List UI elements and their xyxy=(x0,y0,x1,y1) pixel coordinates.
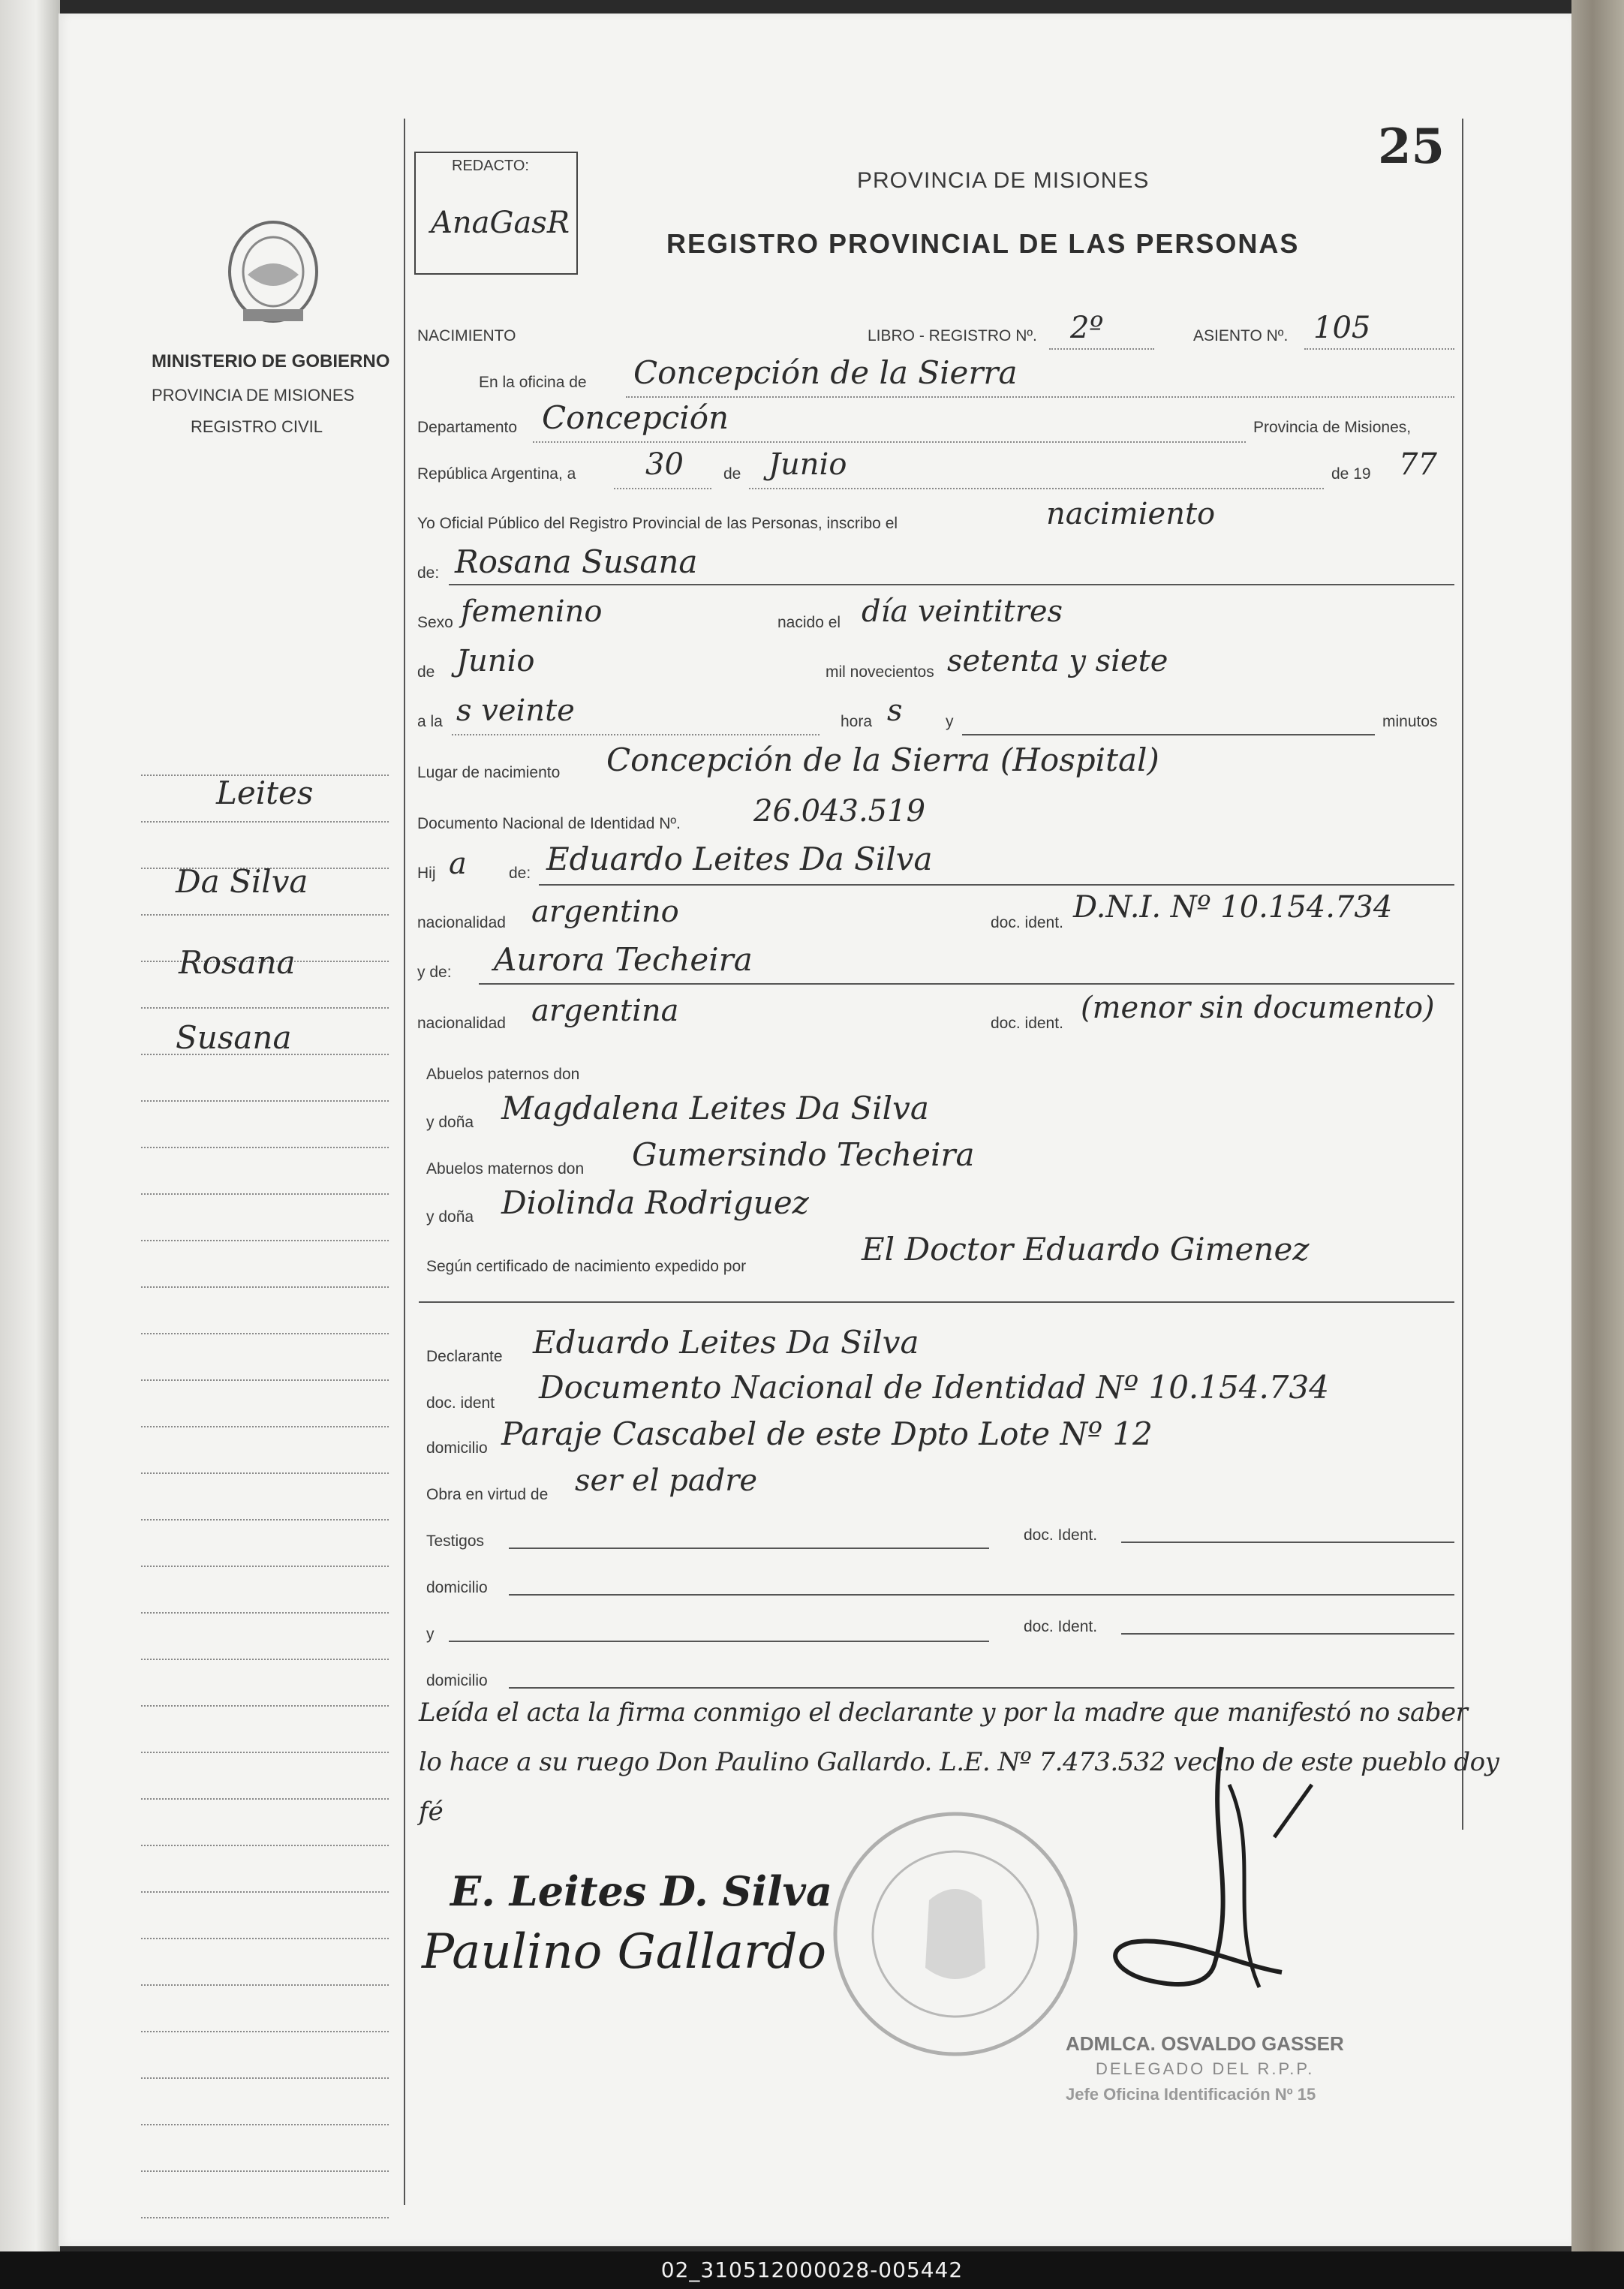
docid2-value: (menor sin documento) xyxy=(1081,991,1435,1025)
dni-label: Documento Nacional de Identidad Nº. xyxy=(417,815,681,832)
madre-value: Aurora Techeira xyxy=(494,941,753,978)
domicilio-t2-line xyxy=(509,1687,1454,1689)
libro-label: LIBRO - REGISTRO Nº. xyxy=(868,327,1037,344)
nombre-line xyxy=(449,584,1454,585)
lugar-value: Concepción de la Sierra (Hospital) xyxy=(606,741,1159,778)
oficina-label: En la oficina de xyxy=(479,374,587,391)
official-role: DELEGADO DEL R.P.P. xyxy=(1096,2059,1315,2078)
de2-label: de xyxy=(417,663,435,681)
margin-rule-line xyxy=(141,914,389,916)
padre-value: Eduardo Leites Da Silva xyxy=(546,841,933,877)
margin-name-4: Susana xyxy=(176,1019,292,1056)
nacimiento-label: NACIMIENTO xyxy=(417,327,516,344)
libro-value: 2º xyxy=(1070,311,1104,345)
nac2-value: argentina xyxy=(531,994,679,1028)
docid1-label: doc. ident. xyxy=(991,914,1063,931)
nac1-value: argentino xyxy=(531,895,679,929)
y-label: y xyxy=(946,713,954,730)
margin-rule-line xyxy=(141,1705,389,1707)
nac1-label: nacionalidad xyxy=(417,914,506,931)
oficina-line xyxy=(626,396,1454,398)
form-right-border xyxy=(1462,119,1463,1830)
official-office: Jefe Oficina Identificación Nº 15 xyxy=(1066,2085,1316,2104)
provincia-label: Provincia de Misiones, xyxy=(1253,419,1412,436)
margin-name-2: Da Silva xyxy=(176,863,308,900)
segun-label: Según certificado de nacimiento expedido por xyxy=(426,1258,747,1275)
margin-rule-line xyxy=(141,1100,389,1102)
margin-rule-line xyxy=(141,1240,389,1241)
ministry-province: PROVINCIA DE MISIONES xyxy=(152,386,355,405)
hij-de-label: de: xyxy=(509,865,531,882)
margin-rule-line xyxy=(141,821,389,823)
departamento-value: Concepción xyxy=(542,399,729,436)
abuelos-mat-label: Abuelos maternos don xyxy=(426,1160,585,1178)
testigos-label: Testigos xyxy=(426,1533,485,1550)
government-seal-icon xyxy=(218,215,329,333)
madre-line xyxy=(479,983,1454,985)
mes-line xyxy=(749,488,1324,489)
domicilio-t1-line xyxy=(509,1594,1454,1596)
doc-ident-value: Documento Nacional de Identidad Nº 10.154.734 xyxy=(539,1369,1329,1406)
margin-rule-line xyxy=(141,2170,389,2172)
anio-value: 77 xyxy=(1399,447,1437,482)
asiento-label: ASIENTO Nº. xyxy=(1193,327,1289,344)
observaciones-line-1: Leída el acta la firma conmigo el declarante y por la madre que manifestó no saber xyxy=(419,1698,1468,1728)
margin-rule-line xyxy=(141,1891,389,1893)
testigo2-line xyxy=(449,1641,989,1642)
margin-rule-line xyxy=(141,2077,389,2079)
margin-rule-line xyxy=(141,1426,389,1427)
doc-ident-label: doc. ident xyxy=(426,1394,495,1412)
y-t-label: y xyxy=(426,1626,435,1643)
margin-rule-line xyxy=(141,1333,389,1334)
margin-rule-line xyxy=(141,1379,389,1381)
official-name: ADMLCA. OSVALDO GASSER xyxy=(1066,2032,1344,2055)
registry-title: REGISTRO PROVINCIAL DE LAS PERSONAS xyxy=(666,228,1300,259)
docid1-value: D.N.I. Nº 10.154.734 xyxy=(1073,890,1393,925)
margin-rule-line xyxy=(141,1659,389,1660)
footer-bar xyxy=(0,2251,1624,2289)
nombre-value: Rosana Susana xyxy=(455,543,698,580)
abuela-mat-value: Diolinda Rodriguez xyxy=(501,1184,809,1221)
padre-line xyxy=(539,884,1454,886)
hij-label: Hij xyxy=(417,865,436,882)
observaciones-line-3: fé xyxy=(419,1797,444,1827)
de-nombre-label: de: xyxy=(417,564,440,582)
minutos-label: minutos xyxy=(1382,713,1438,730)
domicilio-t1-label: domicilio xyxy=(426,1579,488,1596)
dni-value: 26.043.519 xyxy=(753,794,926,829)
margin-rule-line xyxy=(141,1612,389,1614)
margin-rule-line xyxy=(141,1984,389,1986)
margin-rule-line xyxy=(141,1566,389,1567)
de-label: de xyxy=(723,465,741,483)
doc-ident-t2-label: doc. Ident. xyxy=(1024,1618,1098,1635)
y-dona1-label: y doña xyxy=(426,1114,474,1131)
horas-value: s xyxy=(887,693,903,728)
margin-rule-line xyxy=(141,1147,389,1148)
testigo1-line xyxy=(509,1548,989,1549)
oficial-text: Yo Oficial Público del Registro Provincial de las Personas, inscribo el xyxy=(417,515,898,532)
mes2-value: Junio xyxy=(456,644,535,678)
ministry-name: MINISTERIO DE GOBIERNO xyxy=(152,351,390,371)
margin-rule-line xyxy=(141,1472,389,1474)
margin-rule-line xyxy=(141,2124,389,2125)
margin-rule-line xyxy=(141,2031,389,2032)
hij-value: a xyxy=(449,847,467,881)
segun-value: El Doctor Eduardo Gimenez xyxy=(862,1231,1310,1268)
sexo-value: femenino xyxy=(461,594,603,629)
margin-rule-line xyxy=(141,1938,389,1939)
declarante-label: Declarante xyxy=(426,1348,503,1365)
minutos-line xyxy=(962,734,1375,735)
abuela-pat-value: Magdalena Leites Da Silva xyxy=(501,1090,929,1126)
domicilio-t2-label: domicilio xyxy=(426,1672,488,1689)
margin-rule-line xyxy=(141,2217,389,2218)
domicilio-label: domicilio xyxy=(426,1439,488,1457)
ruego-signature: Paulino Gallardo xyxy=(422,1924,827,1980)
official-signature-mark xyxy=(1087,1740,1334,2010)
margin-rule-line xyxy=(141,1798,389,1800)
doc-ident-t1-line xyxy=(1121,1542,1454,1543)
document-page xyxy=(59,14,1571,2246)
redacto-label: REDACTO: xyxy=(452,158,529,174)
docid2-label: doc. ident. xyxy=(991,1015,1063,1032)
republica-label: República Argentina, a xyxy=(417,465,576,483)
y-dona2-label: y doña xyxy=(426,1208,474,1226)
observaciones-line-2: lo hace a su ruego Don Paulino Gallardo. L.E. Nº 7.473.532 vecino de este pueblo doy xyxy=(419,1747,1499,1777)
nac2-label: nacionalidad xyxy=(417,1015,506,1032)
page-number: 25 xyxy=(1378,119,1445,175)
nacido-label: nacido el xyxy=(777,614,841,631)
dia-line xyxy=(614,488,711,489)
y-de-label: y de: xyxy=(417,964,452,981)
mes-value: Junio xyxy=(768,447,847,482)
departamento-line xyxy=(533,441,1246,443)
oficina-value: Concepción de la Sierra xyxy=(633,354,1018,391)
a-las-value: s veinte xyxy=(456,693,575,728)
registry-round-stamp xyxy=(824,1803,1087,2065)
redacto-box xyxy=(414,152,578,275)
obra-label: Obra en virtud de xyxy=(426,1486,549,1503)
declarante-value: Eduardo Leites Da Silva xyxy=(533,1324,919,1361)
redacto-signature: AnaGasR xyxy=(431,206,570,240)
segun-separator xyxy=(419,1301,1454,1303)
margin-rule-line xyxy=(141,1752,389,1753)
nacido-value: día veintitres xyxy=(862,594,1063,629)
dia-value: 30 xyxy=(645,447,684,482)
horas-label: hora xyxy=(841,713,873,730)
form-left-border xyxy=(404,119,405,2205)
departamento-label: Departamento xyxy=(417,419,518,436)
asiento-value: 105 xyxy=(1313,311,1371,345)
doc-ident-t2-line xyxy=(1121,1633,1454,1635)
a-las-label: a la xyxy=(417,713,443,730)
asiento-line xyxy=(1304,348,1454,350)
abuelo-mat-value: Gumersindo Techeira xyxy=(632,1136,975,1173)
image-id-label: 02_310512000028-005442 xyxy=(660,2257,964,2282)
margin-name-1: Leites xyxy=(216,775,314,811)
obra-value: ser el padre xyxy=(575,1463,758,1498)
margin-rule-line xyxy=(141,1845,389,1846)
margin-rule-line xyxy=(141,1007,389,1009)
ministry-registry: REGISTRO CIVIL xyxy=(191,417,323,436)
margin-name-3: Rosana xyxy=(179,944,296,981)
margin-rule-line xyxy=(141,1519,389,1520)
margin-rule-line xyxy=(141,1286,389,1288)
anio-label: de 19 xyxy=(1331,465,1371,483)
abuelos-pat-label: Abuelos paternos don xyxy=(426,1066,580,1083)
province-line: PROVINCIA DE MISIONES xyxy=(857,168,1150,193)
lugar-label: Lugar de nacimiento xyxy=(417,764,561,781)
book-binding xyxy=(1571,0,1624,2251)
mil-label: mil novecientos xyxy=(826,663,934,681)
a-las-line xyxy=(452,734,820,735)
margin-rule-line xyxy=(141,1193,389,1195)
book-left-edge xyxy=(0,0,60,2251)
mil-value: setenta y siete xyxy=(947,644,1168,678)
inscribo-value: nacimiento xyxy=(1046,497,1216,531)
sexo-label: Sexo xyxy=(417,614,453,631)
declarante-signature: E. Leites D. Silva xyxy=(450,1867,832,1915)
libro-line xyxy=(1049,348,1154,350)
domicilio-value: Paraje Cascabel de este Dpto Lote Nº 12 xyxy=(501,1415,1153,1452)
doc-ident-t1-label: doc. Ident. xyxy=(1024,1527,1098,1544)
